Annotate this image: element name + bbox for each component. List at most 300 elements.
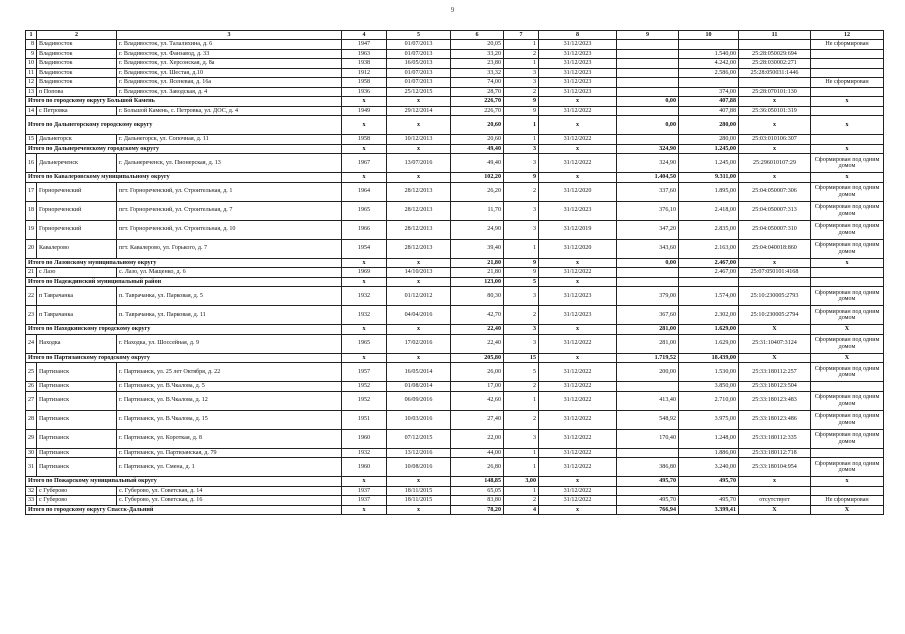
subtotal-cell: 18.439,00 [679, 353, 739, 363]
table-row [26, 106, 884, 116]
table-cell: 21,80 [451, 268, 504, 278]
table-cell [811, 486, 884, 496]
table-cell: г. Партизанск, ул. В.Чкалова, д. 12 [117, 391, 342, 410]
table-cell: 3 [504, 78, 539, 88]
table-cell: 374,00 [679, 87, 739, 97]
table-cell: г. Владивосток, ул. Шестая, д.10 [117, 68, 342, 78]
subtotal-cell: x [739, 258, 811, 268]
table-cell: 17/02/2016 [387, 334, 451, 353]
subtotal-cell: 0,00 [617, 97, 679, 107]
table-cell: 31/12/2022 [539, 391, 617, 410]
table-cell: г. Владивосток, ул. Херсонская, д. 8а [117, 59, 342, 69]
header-cell: 5 [387, 31, 451, 40]
table-cell: 4.242,00 [679, 59, 739, 69]
table-cell: 23 [26, 306, 37, 325]
table-cell: 17 [26, 182, 37, 201]
table-cell: Партизанск [37, 448, 117, 458]
table-cell: 25:04:040018:860 [739, 239, 811, 258]
header-cell: 11 [739, 31, 811, 40]
table-cell: 25:28:070101:130 [739, 87, 811, 97]
table-cell: 19 [26, 220, 37, 239]
header-cell: 7 [504, 31, 539, 40]
table-cell: Сформирован под одним домом [811, 391, 884, 410]
subtotal-cell: 20,60 [451, 116, 504, 135]
table-cell: 2 [504, 49, 539, 59]
table-cell: 376,10 [617, 201, 679, 220]
table-cell: 25:03:010106:307 [739, 135, 811, 145]
table-cell: 1932 [342, 306, 387, 325]
table-cell: 16 [26, 154, 37, 173]
table-cell: 2.302,00 [679, 306, 739, 325]
table-cell: 13/07/2016 [387, 154, 451, 173]
table-cell: 30 [26, 448, 37, 458]
table-cell: 2 [504, 182, 539, 201]
table-cell: 44,00 [451, 448, 504, 458]
subtotal-cell: x [539, 97, 617, 107]
table-cell: 15 [26, 135, 37, 145]
table-cell: Кавалерово [37, 239, 117, 258]
table-cell: Не сформирован [811, 496, 884, 506]
table-cell: Дальнереченск [37, 154, 117, 173]
table-cell: 18/11/2015 [387, 496, 451, 506]
header-cell: 8 [539, 31, 617, 40]
table-cell: 5 [504, 363, 539, 382]
table-cell [679, 40, 739, 50]
table-cell: 25:33:180112:257 [739, 363, 811, 382]
table-cell: 25:33:180123:483 [739, 391, 811, 410]
table-cell: 26,20 [451, 182, 504, 201]
table-cell: 1912 [342, 68, 387, 78]
subtotal-label: Итого по Находкинскому городскому округу [26, 325, 342, 335]
subtotal-cell: x [387, 353, 451, 363]
table-cell: 1951 [342, 410, 387, 429]
subtotal-label: Итого по Дальнегорскому городскому округу [26, 116, 342, 135]
subtotal-cell: 3.399,41 [679, 505, 739, 515]
table-cell: Партизанск [37, 410, 117, 429]
subtotal-cell: x [342, 477, 387, 487]
table-cell: Партизанск [37, 458, 117, 477]
table-cell [811, 87, 884, 97]
table-cell: 10/12/2013 [387, 135, 451, 145]
table-cell: 10 [26, 59, 37, 69]
column-number-header [26, 31, 884, 40]
table-cell: 1 [504, 458, 539, 477]
table-cell: 01/07/2013 [387, 78, 451, 88]
table-cell: Партизанск [37, 363, 117, 382]
subtotal-cell: x [387, 477, 451, 487]
table-cell: 31/12/2022 [539, 106, 617, 116]
table-cell: с Лазо [37, 268, 117, 278]
table-cell: 25:33:180123:486 [739, 410, 811, 429]
table-cell [617, 59, 679, 69]
subtotal-cell: x [811, 116, 884, 135]
header-cell: 9 [617, 31, 679, 40]
table-cell: 22 [26, 287, 37, 306]
subtotal-cell: 4 [504, 505, 539, 515]
table-cell: 379,00 [617, 287, 679, 306]
table-cell: г. Партизанск, ул. В.Чкалова, д. 5 [117, 382, 342, 392]
table-cell: 01/07/2013 [387, 49, 451, 59]
table-row [26, 410, 884, 429]
subtotal-cell: X [739, 505, 811, 515]
table-row [26, 458, 884, 477]
table-row [26, 154, 884, 173]
table-cell: 23,80 [451, 59, 504, 69]
subtotal-cell: 3,00 [504, 477, 539, 487]
table-cell: Владивосток [37, 78, 117, 88]
subtotal-cell: 148,85 [451, 477, 504, 487]
table-cell [617, 78, 679, 88]
header-cell: 10 [679, 31, 739, 40]
table-cell: Горнореченский [37, 182, 117, 201]
subtotal-cell: x [739, 144, 811, 154]
table-cell: Сформирован под одним домом [811, 458, 884, 477]
table-row [26, 78, 884, 88]
table-cell: 1.574,00 [679, 287, 739, 306]
table-cell: 18 [26, 201, 37, 220]
table-cell: 31/12/2022 [539, 135, 617, 145]
table-cell: Дальнегорск [37, 135, 117, 145]
table-cell: 74,00 [451, 78, 504, 88]
table-cell: 386,80 [617, 458, 679, 477]
table-cell: п Таврачанка [37, 287, 117, 306]
subtotal-cell: x [539, 325, 617, 335]
subtotal-label: Итого по Дальнереченскому городскому округу [26, 144, 342, 154]
table-row [26, 87, 884, 97]
table-cell: г. Партизанск, ул. Партизанская, д. 79 [117, 448, 342, 458]
table-cell: с Губерово [37, 496, 117, 506]
table-cell: 16/05/2014 [387, 363, 451, 382]
subtotal-cell: 495,70 [679, 477, 739, 487]
subtotal-cell: x [539, 116, 617, 135]
table-cell: 2.586,00 [679, 68, 739, 78]
table-cell: 14 [26, 106, 37, 116]
table-cell: 27 [26, 391, 37, 410]
table-cell: 31/12/2022 [539, 429, 617, 448]
subtotal-cell: 280,00 [679, 116, 739, 135]
table-cell: Сформирован под одним домом [811, 182, 884, 201]
table-cell: 65,05 [451, 486, 504, 496]
table-cell: Сформирован под одним домом [811, 239, 884, 258]
table-cell: 1.530,00 [679, 363, 739, 382]
table-cell: 01/12/2012 [387, 287, 451, 306]
table-cell: 31/12/2023 [539, 306, 617, 325]
table-cell: Сформирован под одним домом [811, 334, 884, 353]
table-cell: п Таврачанка [37, 306, 117, 325]
subtotal-cell: x [739, 173, 811, 183]
table-cell: 1.248,00 [679, 429, 739, 448]
subtotal-cell [739, 277, 811, 287]
table-cell: 39,40 [451, 239, 504, 258]
subtotal-cell: x [387, 277, 451, 287]
table-cell: 1965 [342, 201, 387, 220]
subtotal-cell [811, 277, 884, 287]
subtotal-cell: x [342, 116, 387, 135]
subtotal-cell: x [539, 505, 617, 515]
subtotal-row [26, 277, 884, 287]
subtotal-cell: x [539, 173, 617, 183]
table-cell: Не сформирован [811, 40, 884, 50]
subtotal-cell: 1.629,00 [679, 325, 739, 335]
table-cell [617, 382, 679, 392]
table-cell: 28,70 [451, 87, 504, 97]
table-cell: Владивосток [37, 68, 117, 78]
table-cell: 14/10/2013 [387, 268, 451, 278]
table-cell: 25:28:030002:271 [739, 59, 811, 69]
table-cell: 2 [504, 87, 539, 97]
subtotal-cell: 226,70 [451, 97, 504, 107]
table-row [26, 49, 884, 59]
table-cell: г. Партизанск, ул. 25 лет Октября, д. 22 [117, 363, 342, 382]
subtotal-cell: 205,80 [451, 353, 504, 363]
table-row [26, 306, 884, 325]
table-cell: г. Владивосток, ул. Талалихина, д. 6 [117, 40, 342, 50]
table-cell: 33,20 [451, 49, 504, 59]
table-cell: 28 [26, 410, 37, 429]
subtotal-label: Итого по Партизанскому городскому округу [26, 353, 342, 363]
table-cell: 1 [504, 239, 539, 258]
table-cell: Сформирован под одним домом [811, 287, 884, 306]
table-cell: Сформирован под одним домом [811, 410, 884, 429]
table-cell: п. Таврачанка, ул. Парковая, д. 5 [117, 287, 342, 306]
table-cell: пгт. Горнореченский, ул. Строительная, д. 10 [117, 220, 342, 239]
table-cell: 343,60 [617, 239, 679, 258]
table-cell: 31/12/2023 [539, 59, 617, 69]
subtotal-cell: x [811, 477, 884, 487]
subtotal-cell: 9 [504, 97, 539, 107]
table-cell: 1 [504, 391, 539, 410]
table-cell [811, 49, 884, 59]
table-cell: 9 [504, 106, 539, 116]
table-cell: 1936 [342, 87, 387, 97]
subtotal-cell: 9 [504, 258, 539, 268]
subtotal-cell: X [739, 325, 811, 335]
table-cell: 31/12/2023 [539, 201, 617, 220]
table-cell: 1969 [342, 268, 387, 278]
table-cell: пгт. Горнореченский, ул. Строительная, д. 1 [117, 182, 342, 201]
subtotal-cell: x [811, 97, 884, 107]
table-cell: 1.895,00 [679, 182, 739, 201]
table-cell: 25:28:050031:1446 [739, 68, 811, 78]
table-cell: 1958 [342, 135, 387, 145]
table-cell [739, 486, 811, 496]
table-cell: 200,00 [617, 363, 679, 382]
table-row [26, 201, 884, 220]
subtotal-cell: 9.311,00 [679, 173, 739, 183]
subtotal-row [26, 353, 884, 363]
table-cell: 12 [26, 78, 37, 88]
subtotal-cell: x [539, 353, 617, 363]
table-cell: Сформирован под одним домом [811, 201, 884, 220]
table-cell: 495,70 [617, 496, 679, 506]
table-cell: 1965 [342, 334, 387, 353]
table-cell: 25:33:180112:718 [739, 448, 811, 458]
subtotal-cell: 1.245,00 [679, 144, 739, 154]
table-cell: г. Владивосток, ул. Фанзавод, д. 33 [117, 49, 342, 59]
subtotal-row [26, 505, 884, 515]
table-cell: 31/12/2019 [539, 220, 617, 239]
table-cell: 83,80 [451, 496, 504, 506]
table-cell: 31/12/2020 [539, 239, 617, 258]
table-cell: 2.710,00 [679, 391, 739, 410]
subtotal-cell: 1.404,50 [617, 173, 679, 183]
table-cell: 20,60 [451, 135, 504, 145]
table-cell: пгт. Кавалерово, ул. Горького, д. 7 [117, 239, 342, 258]
subtotal-cell: 2.467,00 [679, 258, 739, 268]
table-cell [617, 68, 679, 78]
table-cell: 25:296010107:29 [739, 154, 811, 173]
subtotal-label: Итого по Лазовскому муниципальному округу [26, 258, 342, 268]
table-cell: 13 [26, 87, 37, 97]
table-cell: 20,05 [451, 40, 504, 50]
table-cell: 06/09/2016 [387, 391, 451, 410]
table-cell: Сформирован под одним домом [811, 220, 884, 239]
subtotal-cell: x [539, 258, 617, 268]
table-cell: 27,40 [451, 410, 504, 429]
table-cell: 29/12/2014 [387, 106, 451, 116]
subtotal-cell: x [342, 277, 387, 287]
page-number: 9 [450, 6, 455, 14]
subtotal-cell: 324,90 [617, 144, 679, 154]
housing-register-table [25, 30, 884, 515]
table-cell: Сформирован под одним домом [811, 154, 884, 173]
subtotal-cell: 102,20 [451, 173, 504, 183]
table-cell: 3 [504, 334, 539, 353]
table-cell: 1.245,00 [679, 154, 739, 173]
table-cell: 42,60 [451, 391, 504, 410]
table-cell: 3.850,00 [679, 382, 739, 392]
subtotal-cell: 1.719,52 [617, 353, 679, 363]
table-row [26, 391, 884, 410]
table-cell: 1932 [342, 448, 387, 458]
table-cell [739, 40, 811, 50]
table-cell: 04/04/2016 [387, 306, 451, 325]
table-cell: 1952 [342, 382, 387, 392]
header-cell: 4 [342, 31, 387, 40]
table-cell: 31/12/2023 [539, 40, 617, 50]
subtotal-cell: 78,20 [451, 505, 504, 515]
subtotal-cell: x [342, 144, 387, 154]
table-cell: 337,60 [617, 182, 679, 201]
table-cell: 31/12/2023 [539, 287, 617, 306]
table-cell: 170,40 [617, 429, 679, 448]
subtotal-cell: X [739, 353, 811, 363]
table-cell [617, 87, 679, 97]
table-cell: Партизанск [37, 429, 117, 448]
table-cell: 10/08/2016 [387, 458, 451, 477]
table-cell: 26,00 [451, 363, 504, 382]
subtotal-row [26, 477, 884, 487]
subtotal-label: Итого по городскому округу Спасск-Дальний [26, 505, 342, 515]
table-cell: 3 [504, 68, 539, 78]
table-cell: 49,40 [451, 154, 504, 173]
header-cell: 3 [117, 31, 342, 40]
subtotal-cell: x [539, 477, 617, 487]
table-cell: 28/12/2013 [387, 239, 451, 258]
table-cell: 25:10:230005:2793 [739, 287, 811, 306]
table-cell [811, 106, 884, 116]
table-cell: 31/12/2022 [539, 486, 617, 496]
table-cell: 25:31:10407:3124 [739, 334, 811, 353]
table-cell: 3 [504, 220, 539, 239]
table-cell: 1957 [342, 363, 387, 382]
table-cell: Сформирован под одним домом [811, 306, 884, 325]
table-row [26, 334, 884, 353]
table-cell: 413,40 [617, 391, 679, 410]
subtotal-cell: 407,88 [679, 97, 739, 107]
table-cell: 11 [26, 68, 37, 78]
table-cell: 2.163,00 [679, 239, 739, 258]
table-cell: 29 [26, 429, 37, 448]
subtotal-cell: 15 [504, 353, 539, 363]
table-cell: 31/12/2023 [539, 78, 617, 88]
table-cell: 17,00 [451, 382, 504, 392]
table-cell: п Попова [37, 87, 117, 97]
table-cell: Сформирован под одним домом [811, 363, 884, 382]
subtotal-cell: x [342, 97, 387, 107]
table-cell: 1.886,00 [679, 448, 739, 458]
table-cell: с. Губерово, ул. Советская, д. 16 [117, 496, 342, 506]
table-cell: 25:10:230005:2794 [739, 306, 811, 325]
table-cell [617, 135, 679, 145]
table-cell: 548,92 [617, 410, 679, 429]
table-cell: г. Владивосток, ул. Заводская, д. 4 [117, 87, 342, 97]
table-cell [679, 486, 739, 496]
subtotal-cell: 0,00 [617, 258, 679, 268]
table-cell: 22,00 [451, 429, 504, 448]
table-cell: с. Лазо, ул. Мащенко, д. 6 [117, 268, 342, 278]
subtotal-cell: x [387, 97, 451, 107]
table-cell: 324,90 [617, 154, 679, 173]
table-cell: 281,00 [617, 334, 679, 353]
subtotal-cell: 3 [504, 325, 539, 335]
table-cell: 25:33:180112:335 [739, 429, 811, 448]
subtotal-cell: 49,40 [451, 144, 504, 154]
table-cell: 31/12/2022 [539, 334, 617, 353]
table-cell [811, 68, 884, 78]
table-cell: 28/12/2013 [387, 182, 451, 201]
table-cell: 1 [504, 135, 539, 145]
table-cell: 1958 [342, 78, 387, 88]
subtotal-cell: x [387, 505, 451, 515]
subtotal-row [26, 116, 884, 135]
table-cell: 1947 [342, 40, 387, 50]
table-cell: 01/07/2013 [387, 40, 451, 50]
subtotal-cell: 9 [504, 173, 539, 183]
table-cell: Владивосток [37, 40, 117, 50]
subtotal-cell: x [342, 325, 387, 335]
table-cell: 31/12/2023 [539, 68, 617, 78]
subtotal-row [26, 173, 884, 183]
table-cell: 1 [504, 448, 539, 458]
table-cell [811, 382, 884, 392]
subtotal-cell: x [387, 173, 451, 183]
table-cell: 24,90 [451, 220, 504, 239]
table-cell: 3 [504, 287, 539, 306]
table-cell: 2.418,00 [679, 201, 739, 220]
table-cell: 25 [26, 363, 37, 382]
subtotal-label: Итого по Кавалеровскому муниципальному округу [26, 173, 342, 183]
table-cell: 1963 [342, 49, 387, 59]
table-cell: 3 [504, 154, 539, 173]
table-cell: 26 [26, 382, 37, 392]
table-row [26, 68, 884, 78]
table-cell: 01/08/2014 [387, 382, 451, 392]
table-cell: 1966 [342, 220, 387, 239]
table-cell [811, 135, 884, 145]
subtotal-cell [679, 277, 739, 287]
table-cell: Не сформирован [811, 78, 884, 88]
